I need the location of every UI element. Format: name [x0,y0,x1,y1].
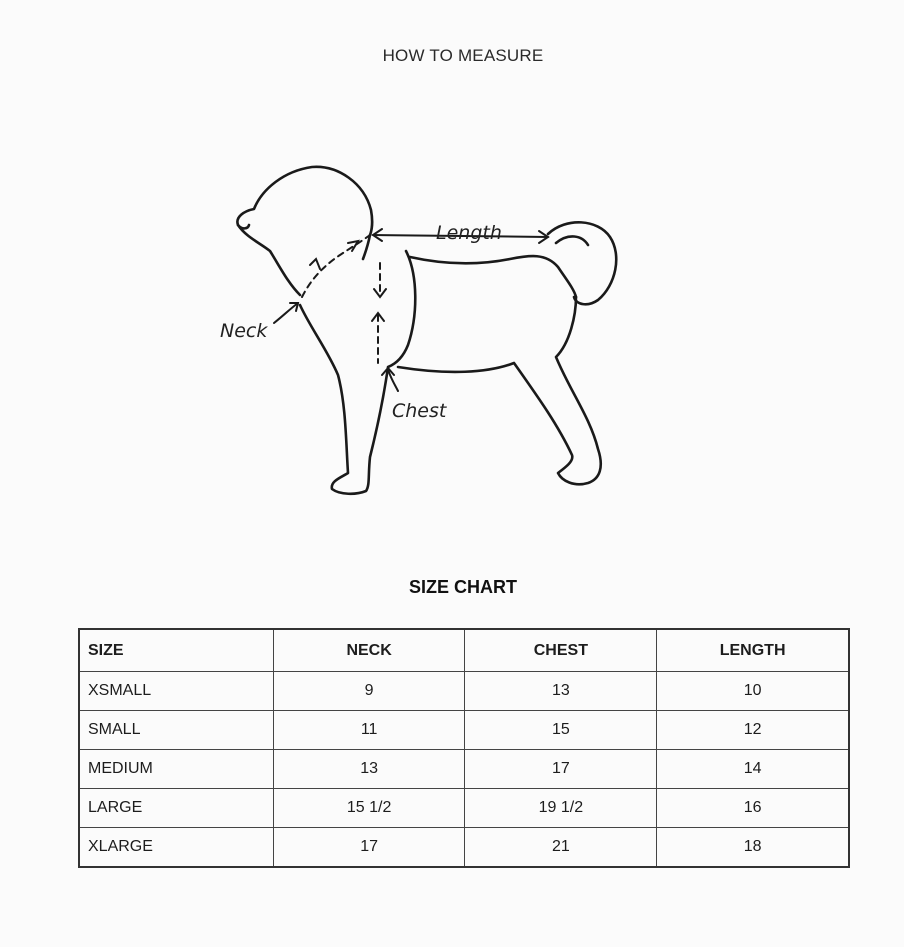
length-label: Length [436,222,502,244]
dog-back-outline [410,256,576,297]
header-length: LENGTH [657,629,849,672]
neck-cell: 15 1/2 [273,789,465,828]
dog-chest-outline [300,251,415,494]
neck-label: Neck [220,320,268,342]
header-size: SIZE [79,629,273,672]
size-cell: LARGE [79,789,273,828]
chest-cell: 17 [465,750,657,789]
size-cell: SMALL [79,711,273,750]
page-title: HOW TO MEASURE [382,46,544,65]
dog-rear-outline [398,297,601,484]
length-cell: 18 [657,828,849,868]
neck-cell: 9 [273,672,465,711]
chest-label: Chest [392,400,447,422]
header-neck: NECK [273,629,465,672]
neck-pointer-arrow [274,303,298,323]
chest-cell: 21 [465,828,657,868]
neck-arrow-head [310,259,320,269]
length-cell: 10 [657,672,849,711]
size-chart-title: SIZE CHART [409,577,517,597]
table-row [79,750,849,789]
chest-cell: 13 [465,672,657,711]
neck-cell: 17 [273,828,465,868]
dog-tail-outline [548,222,616,304]
chest-cell: 15 [465,711,657,750]
length-cell: 16 [657,789,849,828]
table-header-row [79,629,849,672]
size-chart-table [78,628,850,868]
neck-dashed-arrow [302,235,370,297]
dog-drawing [218,155,628,505]
neck-cell: 11 [273,711,465,750]
dog-measurement-illustration [218,155,628,505]
table-row [79,828,849,868]
table-row [79,789,849,828]
dog-tail-curl [556,236,588,245]
size-cell: MEDIUM [79,750,273,789]
length-cell: 12 [657,711,849,750]
dog-head-outline [237,167,372,295]
size-cell: XSMALL [79,672,273,711]
length-cell: 14 [657,750,849,789]
size-cell: XLARGE [79,828,273,868]
chest-cell: 19 1/2 [465,789,657,828]
neck-cell: 13 [273,750,465,789]
table-row [79,672,849,711]
header-chest: CHEST [465,629,657,672]
dog-nose [238,225,249,228]
table-row [79,711,849,750]
